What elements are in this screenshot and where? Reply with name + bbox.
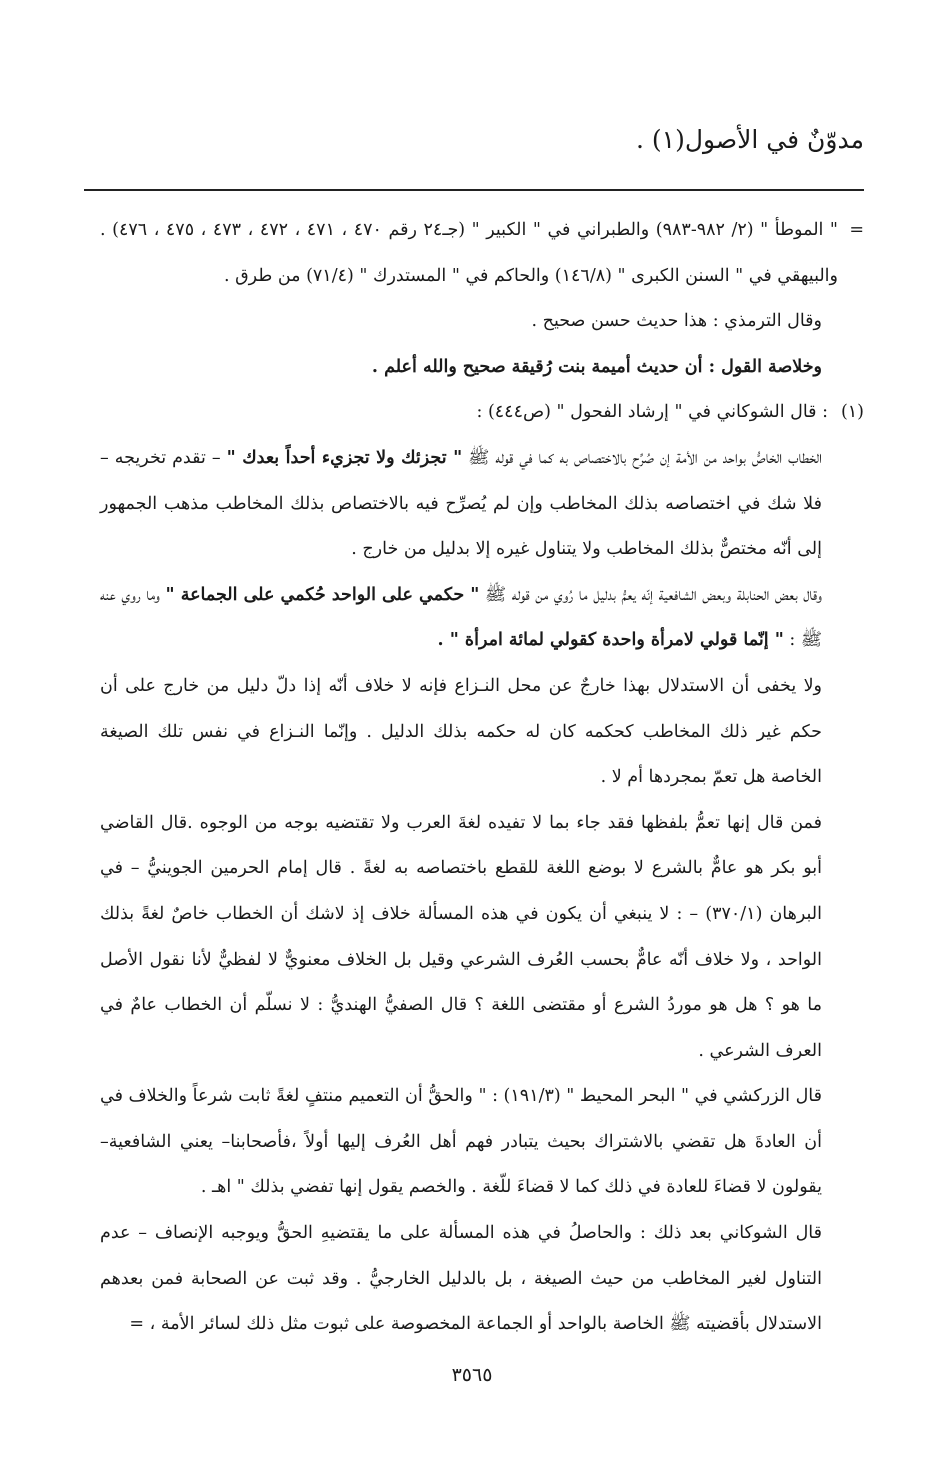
paragraph-1-text-a: الخطاب الخاصُّ بواحد من الأمة إن صُرِّح بالاختصاص به كما في قوله ﷺ — [468, 447, 822, 468]
footnote-1-intro — [100, 390, 864, 436]
paragraph-2 — [100, 573, 864, 664]
paragraph-1 — [100, 436, 864, 573]
paragraph-5: قال الزركشي في " البحر المحيط " (١٩١/٣) : " والحقُّ أن التعميم منتفٍ لغةً ثابت شرعاً والخلاف في أن العادةَ هل تقضي بالاشتراك بحيث يتبادر فهم أهل العُرف إليها أولاً ،فأصحابنا– يعني الشافعية– يقولون لا قضاءَ للعادة في ذلك كما لا قضاءَ للّغة . والخصم يقول إنها تفضي بذلك " اهـ . — [100, 1086, 822, 1198]
summary-line: وخلاصة القول : أن حديث أميمة بنت رُقيقة صحيح والله أعلم . — [371, 356, 822, 377]
paragraph-1-text-b: – تقدم تخريجه – فلا شك في اختصاصه بذلك المخاطب وإن لم يُصرِّح فيه بالاختصاص بذلك المخاطب مذهب الجمهور إلى أنّه مختصٌّ بذلك المخاطب ولا يتناول غيره إلا بدليل من خارج . — [100, 447, 822, 560]
paragraph-2-quote-2: " إنّما قولي لامرأة واحدة كقولي لمائة امرأة " . — [437, 630, 784, 651]
footnote-number: (١) — [840, 402, 864, 423]
paragraph-2-quote-1: " حكمي على الواحد حُكمي على الجماعة " — [165, 584, 480, 605]
footnote-intro-text: : قال الشوكاني في " إرشاد الفحول " (ص٤٤٤) : — [476, 402, 828, 423]
paragraph-2-text-a: وقال بعض الحنابلة وبعض الشافعية إنّه يعمُّ بدليل ما رُوي من قوله ﷺ — [485, 584, 822, 605]
main-text: مدوّنٌ في الأصول(١) . — [636, 125, 864, 154]
footnote-separator — [84, 189, 864, 191]
footnotes — [100, 208, 864, 1348]
paragraph-1-quote: " تجزئك ولا تجزيء أحداً بعدك " — [226, 447, 463, 468]
paragraph-6: قال الشوكاني بعد ذلك : والحاصلُ في هذه المسألة على ما يقتضيهِ الحقُّ ويوجبه الإنصاف – عدم التناول لغير المخاطب من حيث الصيغة ، بل بالدليل الخارجيُّ . وقد ثبت عن الصحابة فمن بعدهم الاستدلال بأقضيته ﷺ الخاصة بالواحد أو الجماعة المخصوصة على ثبوت مثل ذلك لسائر الأمة ، = — [100, 1223, 822, 1335]
paragraph-2-text-b: وما روي عنه ﷺ : — [100, 584, 822, 651]
paragraph-4: فمن قال إنها تعمُّ بلفظها فقد جاء بما لا تفيده لغةَ العرب ولا تقتضيه بوجه من الوجوه .قال القاضي أبو بكر هو عامٌّ بالشرع لا بوضع اللغة للقطع باختصاصه به لغةً . قال إمام الحرمين الجوينيُّ – في البرهان (٣٧٠/١) – : لا ينبغي أن يكون في هذه المسألة خلاف إذ لاشك أن الخطاب خاصٌ لغةً بذلك الواحد ، ولا خلاف أنّه عامٌّ بحسب العُرف الشرعي وقيل بل الخلاف معنويٌّ لا لفظيٌّ لأنا نقول الأصل ما هو ؟ هل هو موردُ الشرع أو مقتضى اللغة ؟ قال الصفيُّ الهنديُّ : لا نسلّم أن الخطاب عامٌ في العرف الشرعي . — [100, 812, 822, 1061]
continuation-mark: = — [849, 220, 864, 240]
footnote-continuation — [100, 208, 864, 299]
page-number: ٣٥٦٥ — [451, 1364, 493, 1386]
continuation-text: " الموطأ " (٢/ ٩٨٢-٩٨٣) والطبراني في " الكبير " (جـ٢٤ رقم ٤٧٠ ، ٤٧١ ، ٤٧٢ ، ٤٧٣ ، ٤٧٥ ، ٤٧٦) . والبيهقي في " السنن الكبرى " (١٤٦/٨) والحاكم في " المستدرك " (٧١/٤) من طرق . — [100, 220, 838, 286]
paragraph-3: ولا يخفى أن الاستدلال بهذا خارجٌ عن محل النـزاع فإنه لا خلاف أنّه إذا دلّ دليل من خارج على أن حكم غير ذلك المخاطب كحكمه كان له حكمه بذلك الدليل . وإنّما النـزاع في نفس تلك الصيغة الخاصة هل تعمّ بمجردها أم لا . — [100, 675, 822, 788]
tirmidhi-line: وقال الترمذي : هذا حديث حسن صحيح . — [531, 311, 822, 332]
